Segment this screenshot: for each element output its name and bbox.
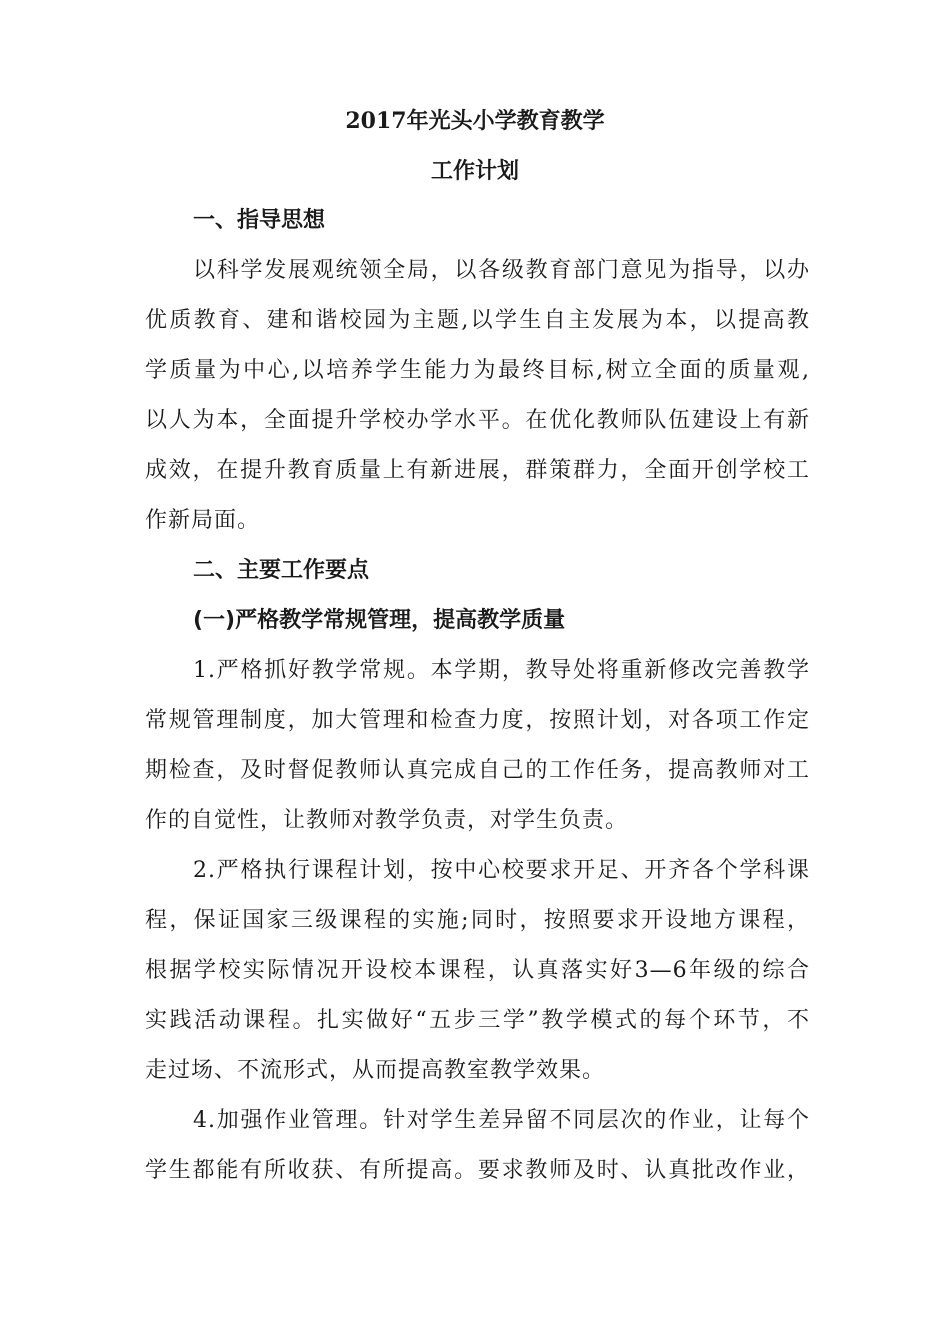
paragraph-line: 作新局面。 — [145, 508, 261, 533]
paragraph-line: 1.严格抓好教学常规。本学期，教导处将重新修改完善教学 — [193, 658, 810, 683]
paragraph-line: 4.加强作业管理。针对学生差异留不同层次的作业，让每个 — [193, 1108, 810, 1133]
paragraph-line: 程，保证国家三级课程的实施;同时，按照要求开设地方课程， — [145, 908, 810, 933]
document-title-line1: 2017年光头小学教育教学 — [345, 108, 605, 134]
section-heading-main-points: 二、主要工作要点 — [193, 558, 370, 583]
paragraph-line: 根据学校实际情况开设校本课程，认真落实好3—6年级的综合 — [145, 958, 810, 983]
paragraph-line: 成效，在提升教育质量上有新进展，群策群力，全面开创学校工 — [145, 458, 810, 483]
paragraph-line: 学生都能有所收获、有所提高。要求教师及时、认真批改作业， — [145, 1158, 810, 1183]
subsection-heading-teaching-routine: (一)严格教学常规管理，提高教学质量 — [193, 608, 566, 633]
paragraph-line: 常规管理制度，加大管理和检查力度，按照计划，对各项工作定 — [145, 708, 810, 733]
section-heading-guiding-ideology: 一、指导思想 — [193, 208, 326, 233]
document-title-line2: 工作计划 — [430, 158, 519, 184]
paragraph-line: 实践活动课程。扎实做好“五步三学”教学模式的每个环节，不 — [145, 1008, 810, 1033]
paragraph-line: 学质量为中心,以培养学生能力为最终目标,树立全面的质量观, — [145, 358, 810, 383]
paragraph-line: 期检查，及时督促教师认真完成自己的工作任务，提高教师对工 — [145, 758, 810, 783]
paragraph-line: 以科学发展观统领全局，以各级教育部门意见为指导，以办 — [193, 258, 810, 283]
paragraph-line: 2.严格执行课程计划，按中心校要求开足、开齐各个学科课 — [193, 858, 810, 883]
paragraph-line: 以人为本，全面提升学校办学水平。在优化教师队伍建设上有新 — [145, 408, 810, 433]
paragraph-line: 作的自觉性，让教师对教学负责，对学生负责。 — [145, 808, 629, 833]
paragraph-line: 走过场、不流形式，从而提高教室教学效果。 — [145, 1058, 606, 1083]
paragraph-line: 优质教育、建和谐校园为主题,以学生自主发展为本，以提高教 — [145, 308, 810, 333]
